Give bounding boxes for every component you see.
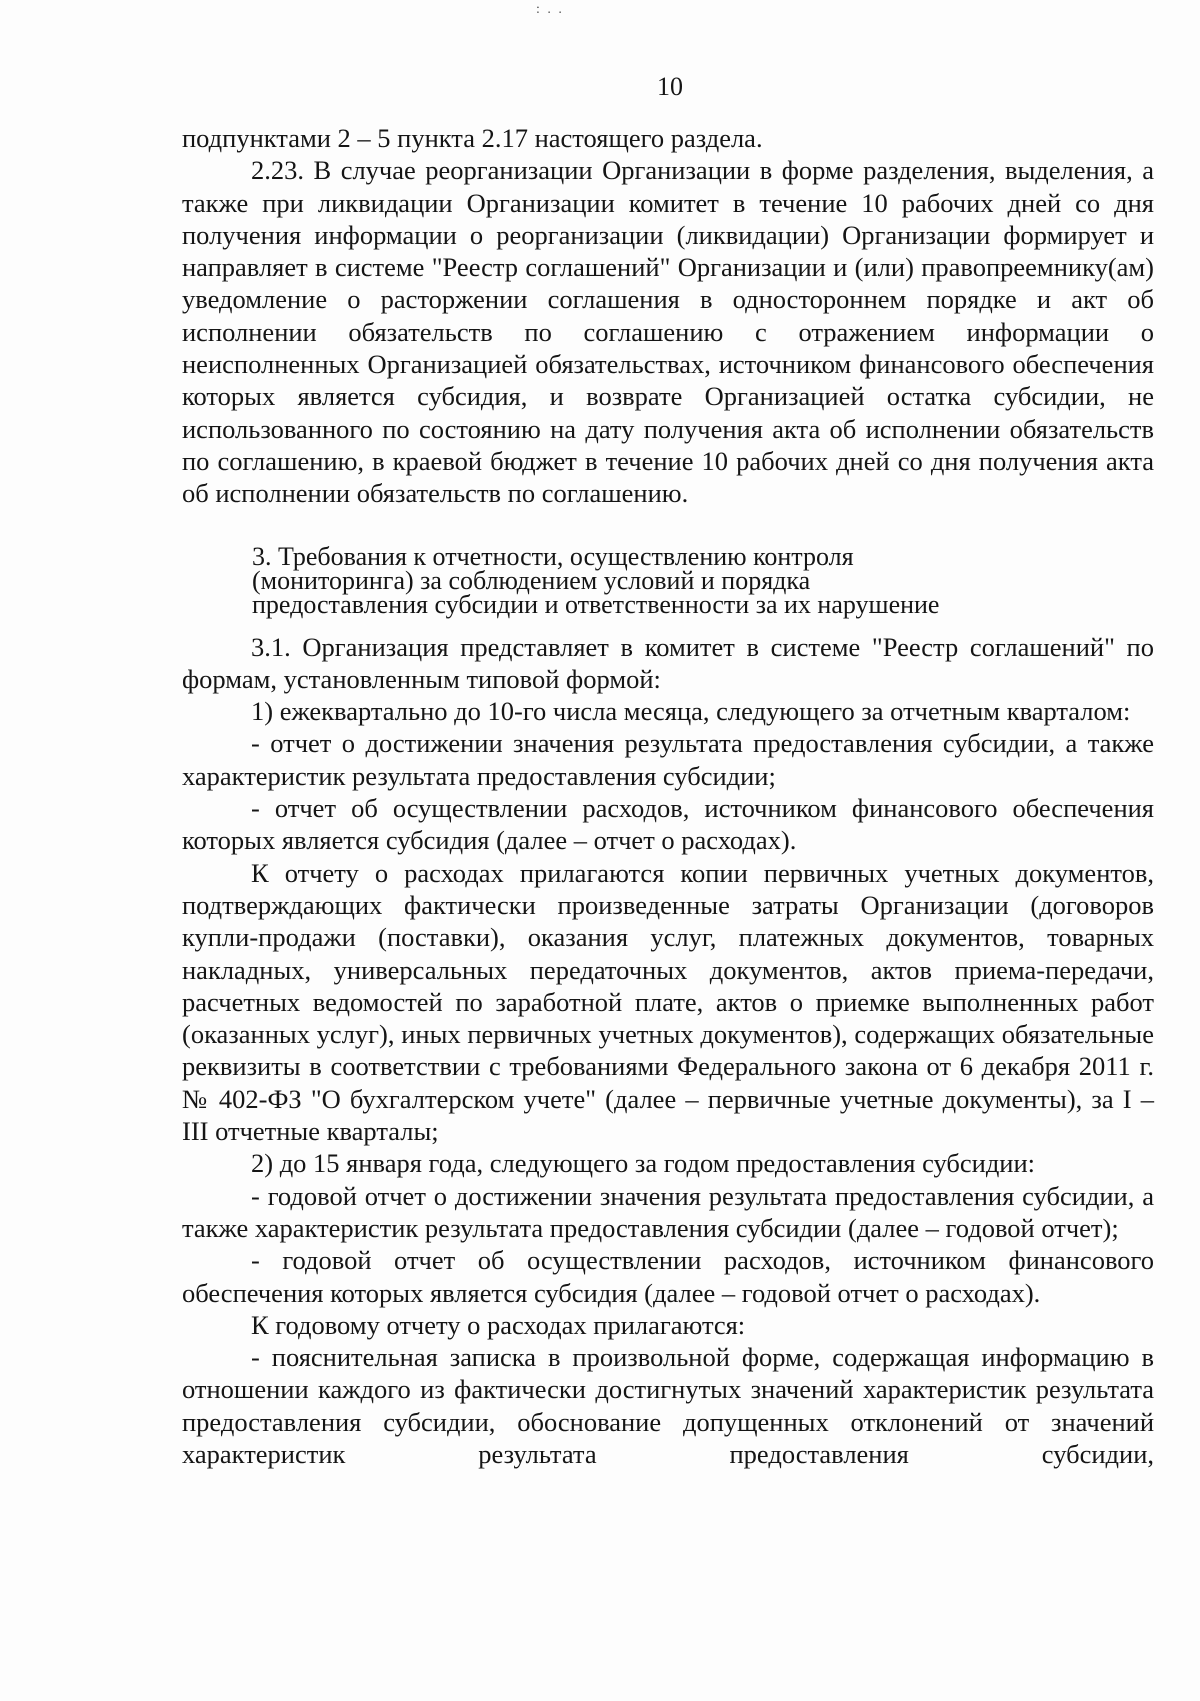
paragraph-2-23: 2.23. В случае реорганизации Организации в форме разделения, выделения, а также при ликвидации Организации комитет в течение 10 рабочих дней со дня получения информации о реорганизации (ликвидации) Организации формирует и направляет в системе "Реестр соглашений" Организации и (или) правопреемнику(ам) уведомление о расторжении соглашения в одностороннем порядке и акт об исполнении обязательств по соглашению с отражением информации о неисполненных Организацией обязательствах, источником финансового обеспечения которых является субсидия, и возврате Организацией остатка субсидии, не использованного по состоянию на дату получения акта об исполнении обязательств по соглашению, в краевой бюджет в течение 10 рабочих дней со дня получения акта об исполнении обязательств по соглашению. (182, 155, 1154, 509)
list-item-annual-expense-report: - годовой отчет об осуществлении расходов, источником финансового обеспечения которых является субсидия (далее – годовой отчет о расходах). (182, 1245, 1154, 1308)
document-body (182, 122, 1154, 1470)
list-item-result-report: - отчет о достижении значения результата предоставления субсидии, а также характеристик результата предоставления субсидии; (182, 728, 1154, 791)
page-number: 10 (657, 72, 683, 101)
paragraph-annual-attachments: К годовому отчету о расходах прилагаются: (251, 1309, 746, 1340)
section-heading-line: 3. Требования к отчетности, осуществлению контроля (252, 541, 854, 571)
list-item-annual-report: - годовой отчет о достижении значения результата предоставления субсидии, а также характеристик результата предоставления субсидии (далее – годовой отчет); (182, 1180, 1154, 1243)
scan-artifact: : . . (536, 2, 564, 17)
paragraph-3-1: 3.1. Организация представляет в комитет в системе "Реестр соглашений" по формам, установленным типовой формой: (182, 631, 1154, 694)
list-item-expense-report: - отчет об осуществлении расходов, источником финансового обеспечения которых является субсидия (далее – отчет о расходах). (182, 793, 1154, 856)
section-heading-line: (мониторинга) за соблюдением условий и порядка (252, 565, 811, 595)
paragraph-attachments: К отчету о расходах прилагаются копии первичных учетных документов, подтверждающих фактически произведенные затраты Организации (договоров купли-продажи (поставки), оказания услуг, платежных документов, товарных накладных, универсальных передаточных документов, актов приема-передачи, расчетных ведомостей по заработной плате, актов о приемке выполненных работ (оказанных услуг), иных первичных учетных документов), содержащих обязательные реквизиты в соответствии с требованиями Федерального закона от 6 декабря 2011 г. № 402-ФЗ "О бухгалтерском учете" (далее – первичные учетные документы), за I – III отчетные кварталы; (182, 857, 1154, 1147)
list-item-quarterly: 1) ежеквартально до 10-го числа месяца, следующего за отчетным кварталом: (251, 696, 1131, 727)
section-heading-line: предоставления субсидии и ответственности за их нарушение (252, 589, 940, 619)
paragraph-continuation: подпунктами 2 – 5 пункта 2.17 настоящего раздела. (182, 123, 763, 153)
section-3-heading (252, 541, 1154, 619)
list-item-explanatory-note: - пояснительная записка в произвольной форме, содержащая информацию в отношении каждого из фактически достигнутых значений характеристик результата предоставления субсидии, обоснование допущенных отклонений от значений характеристик результата предоставления субсидии, (182, 1342, 1154, 1469)
list-item-annual: 2) до 15 января года, следующего за годом предоставления субсидии: (251, 1148, 1036, 1179)
